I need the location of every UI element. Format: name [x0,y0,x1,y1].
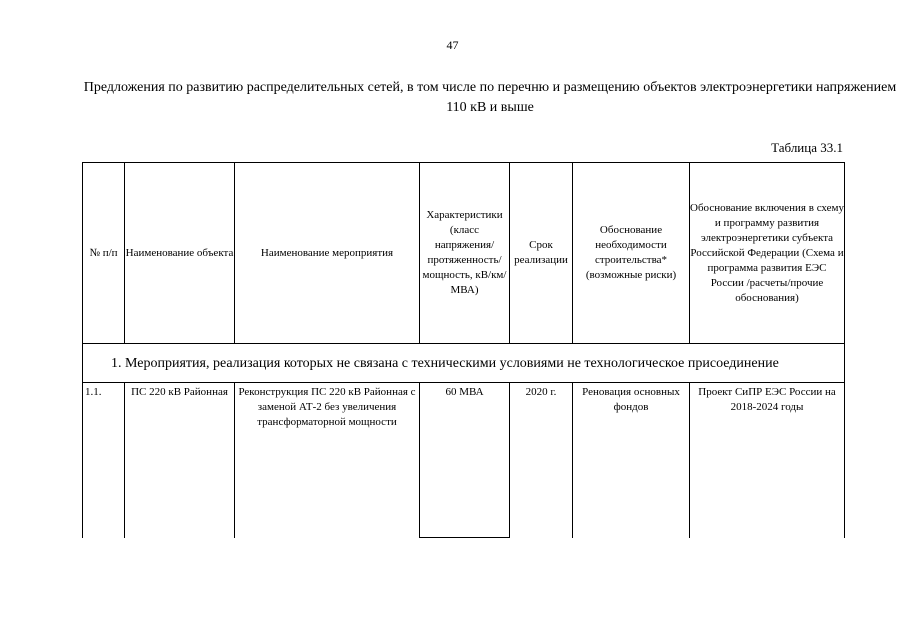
cell-characteristics: 60 МВА [420,383,510,538]
projects-table [82,162,845,538]
header-inclusion: Обоснование включения в схему и программу развития электроэнергетики субъекта Российской Федерации (Схема и программа развития ЕЭС России /расчеты/прочие обоснования) [690,163,845,344]
cell-justification: Реновация основных фондов [573,383,690,538]
header-measure: Наименование мероприятия [235,163,420,344]
header-characteristics: Характеристики (класс напряжения/ протяженность/ мощность, кВ/км/МВА) [420,163,510,344]
header-term: Срок реализации [510,163,573,344]
document-heading: Предложения по развитию распределительных сетей, в том числе по перечню и размещению объектов электроэнергетики напряжением 110 кВ и выше [83,80,897,115]
table-header-row [83,163,845,344]
cell-num: 1.1. [83,383,125,538]
cell-measure: Реконструкция ПС 220 кВ Районная с заменой АТ-2 без увеличения трансформаторной мощности [235,383,420,538]
header-object: Наименование объекта [125,163,235,344]
page-number: 47 [446,38,459,52]
table-section-row [83,344,845,383]
header-num: № п/п [83,163,125,344]
cell-inclusion: Проект СиПР ЕЭС России на 2018-2024 годы [690,383,845,538]
cell-object: ПС 220 кВ Районная [125,383,235,538]
cell-term: 2020 г. [510,383,573,538]
table-row [83,383,845,538]
header-justification: Обоснование необходимости строительства* (возможные риски) [573,163,690,344]
table-label: Таблица 33.1 [771,140,843,155]
section-title: 1. Мероприятия, реализация которых не связана с техническими условиями не технологическое присоединение [83,344,845,383]
